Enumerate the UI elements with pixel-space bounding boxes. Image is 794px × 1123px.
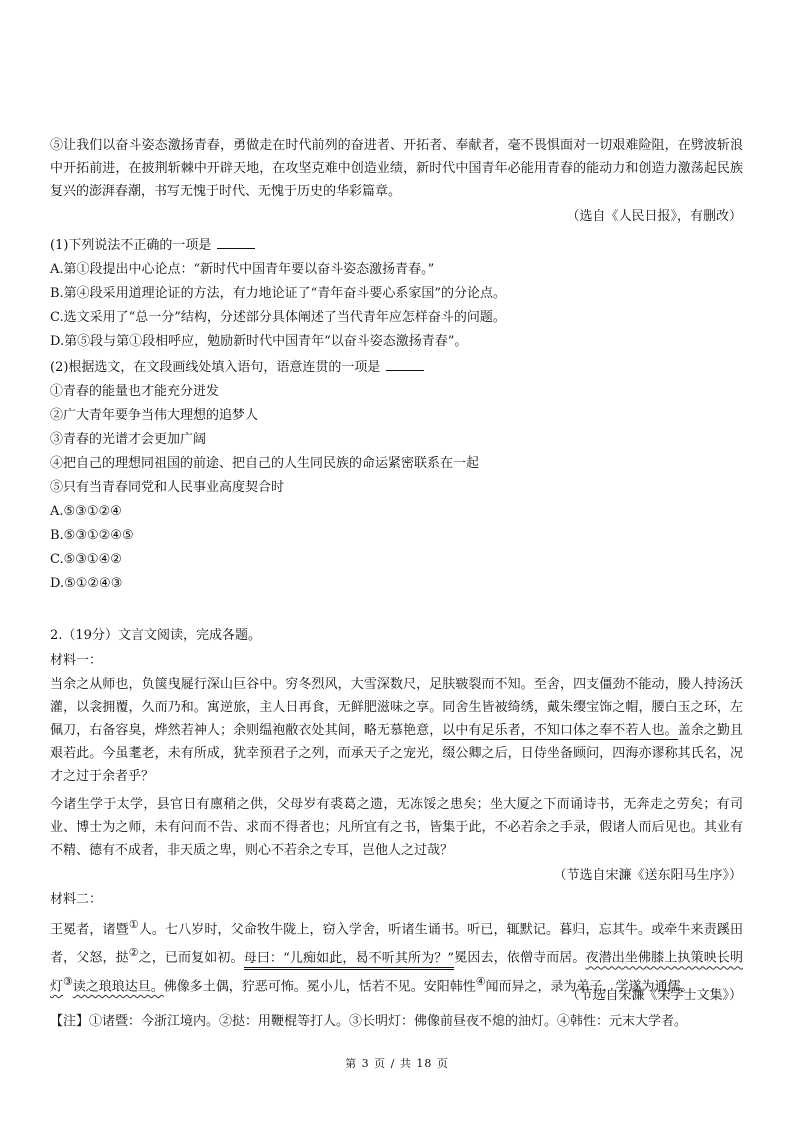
q1-option-b: B.第④段采用道理论证的方法，有力地论证了“青年奋斗要心系家国”的分论点。 bbox=[50, 286, 506, 301]
q2-option-a: A.⑤③①②④ bbox=[50, 504, 122, 519]
q1-option-c: C.选文采用了“总一分”结构，分述部分具体阐述了当代青年应怎样奋斗的问题。 bbox=[50, 310, 506, 325]
material-1-paragraph-1 bbox=[50, 673, 743, 788]
wavy-underlined-sentence-end: 读之琅琅达旦。 bbox=[72, 978, 164, 994]
q2-item-1: ①青春的能量也才能充分迸发 bbox=[50, 384, 220, 399]
q2-option-d: D.⑤①②④③ bbox=[50, 576, 123, 591]
underlined-quote: 母曰：“儿痴如此，曷不听其所为？” bbox=[244, 951, 454, 970]
footnote-marker-4: ④ bbox=[475, 974, 486, 988]
section-2-title: 2.（19分）文言文阅读，完成各题。 bbox=[50, 628, 261, 643]
m2-text-e: 佛像多土偶，狞恶可怖。冕小儿，恬若不见。安阳韩性 bbox=[163, 978, 476, 994]
q2-item-4: ④把自己的理想同祖国的前途、把自己的人生同民族的命运紧密联系在一起 bbox=[50, 456, 480, 471]
q2-option-c: C.⑤③①④② bbox=[50, 552, 122, 567]
answer-blank bbox=[217, 236, 255, 249]
q2-item-5: ⑤只有当青春同党和人民事业高度契合时 bbox=[50, 480, 285, 495]
m2-text-c: 之，已而复如初。 bbox=[138, 950, 244, 966]
paragraph-5: ⑤让我们以奋斗姿态激扬青春，勇做走在时代前列的奋进者、开拓者、奉献者，毫不畏惧面对一切艰难险阻，在劈波斩浪中开拓前进，在披荆斩棘中开辟天地，在攻坚克难中创造业绩，新时代中国青年必能用青春的能动力和创造力激荡起民族复兴的澎湃春潮，书写无愧于时代、无愧于历史的华彩篇章。 bbox=[50, 138, 743, 199]
answer-blank bbox=[386, 358, 424, 371]
footnote-marker-3: ③ bbox=[63, 974, 73, 988]
m2-text-b: 人。七八岁时，父命牧牛陇上，窃入学舍，听诸生诵书。听已，辄默记。暮归，忘其牛。或牵牛来责蹊田者，父怒，挞 bbox=[50, 922, 743, 966]
m1-text-a: 当余之从师也，负箧曳屣行深山巨谷中。穷冬烈风，大雪深数尺，足肤皲裂而不知。至舍，四支僵劲不能动，媵人持汤沃灌，以衾拥覆，久而乃和。寓逆旅，主人日再食，无鲜肥滋味之享。同舍生皆被绮绣，戴朱缨宝饰之帽，腰白玉之环，左佩刀，右备容臭，烨然若神人；余则缊袍敝衣处其间，略无慕艳意， bbox=[50, 677, 743, 738]
m2-text-a: 王冕者，诸暨 bbox=[50, 922, 129, 938]
wavy-underlined-sentence: 夜潜出坐佛膝上执策映长明灯 bbox=[50, 950, 743, 994]
footnote-marker-2: ② bbox=[128, 946, 139, 960]
question-2-stem bbox=[50, 358, 424, 378]
footnote-marker-1: ① bbox=[128, 918, 139, 931]
m2-text-d: 冕因去，依僧寺而居。 bbox=[454, 950, 586, 966]
q2-option-b: B.⑤③①②④⑤ bbox=[50, 528, 134, 543]
q2-item-3: ③青春的光谱才会更加广阔 bbox=[50, 432, 207, 447]
source-note-2: （节选自宋濂《送东阳马生序》） bbox=[553, 868, 742, 883]
q1-option-a: A.第①段提出中心论点：“新时代中国青年要以奋斗姿态激扬青春。” bbox=[50, 262, 435, 277]
question-1-text: (1)下列说法不正确的一项是 bbox=[50, 238, 212, 253]
m2-text-f: 闻而异之，录为弟子，学遂为通儒。 bbox=[485, 978, 694, 994]
question-2-text: (2)根据选文，在文段画线处填入语句，语意连贯的一项是 bbox=[50, 360, 381, 375]
material-2-label: 材料二： bbox=[50, 892, 103, 907]
source-note-1: （选自《人民日报》，有删改） bbox=[566, 209, 742, 224]
m1-text-b: 盖余之勤且艰若此。今虽耄老，未有所成，犹幸预君子之列，而承天子之宠光，缀公卿之后，日侍坐备顾问，四海亦谬称其氏名，况才之过于余者乎？ bbox=[50, 723, 743, 784]
q1-option-d: D.第⑤段与第①段相呼应，勉励新时代中国青年“以奋斗姿态激扬青春”。 bbox=[50, 334, 468, 349]
page-footer: 第 3 页 / 共 18 页 bbox=[345, 1057, 449, 1070]
material-1-paragraph-2: 今诸生学于太学，县官日有廪稍之供，父母岁有裘葛之遗，无冻馁之患矣；坐大厦之下而诵诗书，无奔走之劳矣；有司业、博士为之师，未有问而不告、求而不得者也；凡所宜有之书，皆集于此，不必若余之手录，假诸人而后见也。其业有不精、德有不成者，非天质之卑，则心不若余之专耳，岂他人之过哉？ bbox=[50, 797, 743, 858]
material-1-label: 材料一： bbox=[50, 653, 103, 668]
question-1-stem bbox=[50, 236, 255, 256]
annotation-note: 【注】①诸暨：今浙江境内。②挞：用鞭棍等打人。③长明灯：佛像前昼夜不熄的油灯。④韩性：元末大学者。 bbox=[50, 1014, 688, 1029]
source-note-3: （节选自宋濂《宋学士文集》） bbox=[566, 988, 742, 1003]
underlined-sentence: 以中有足乐者，不知口体之奉不若人也。 bbox=[442, 723, 678, 738]
q2-item-2: ②广大青年要争当伟大理想的追梦人 bbox=[50, 408, 259, 423]
